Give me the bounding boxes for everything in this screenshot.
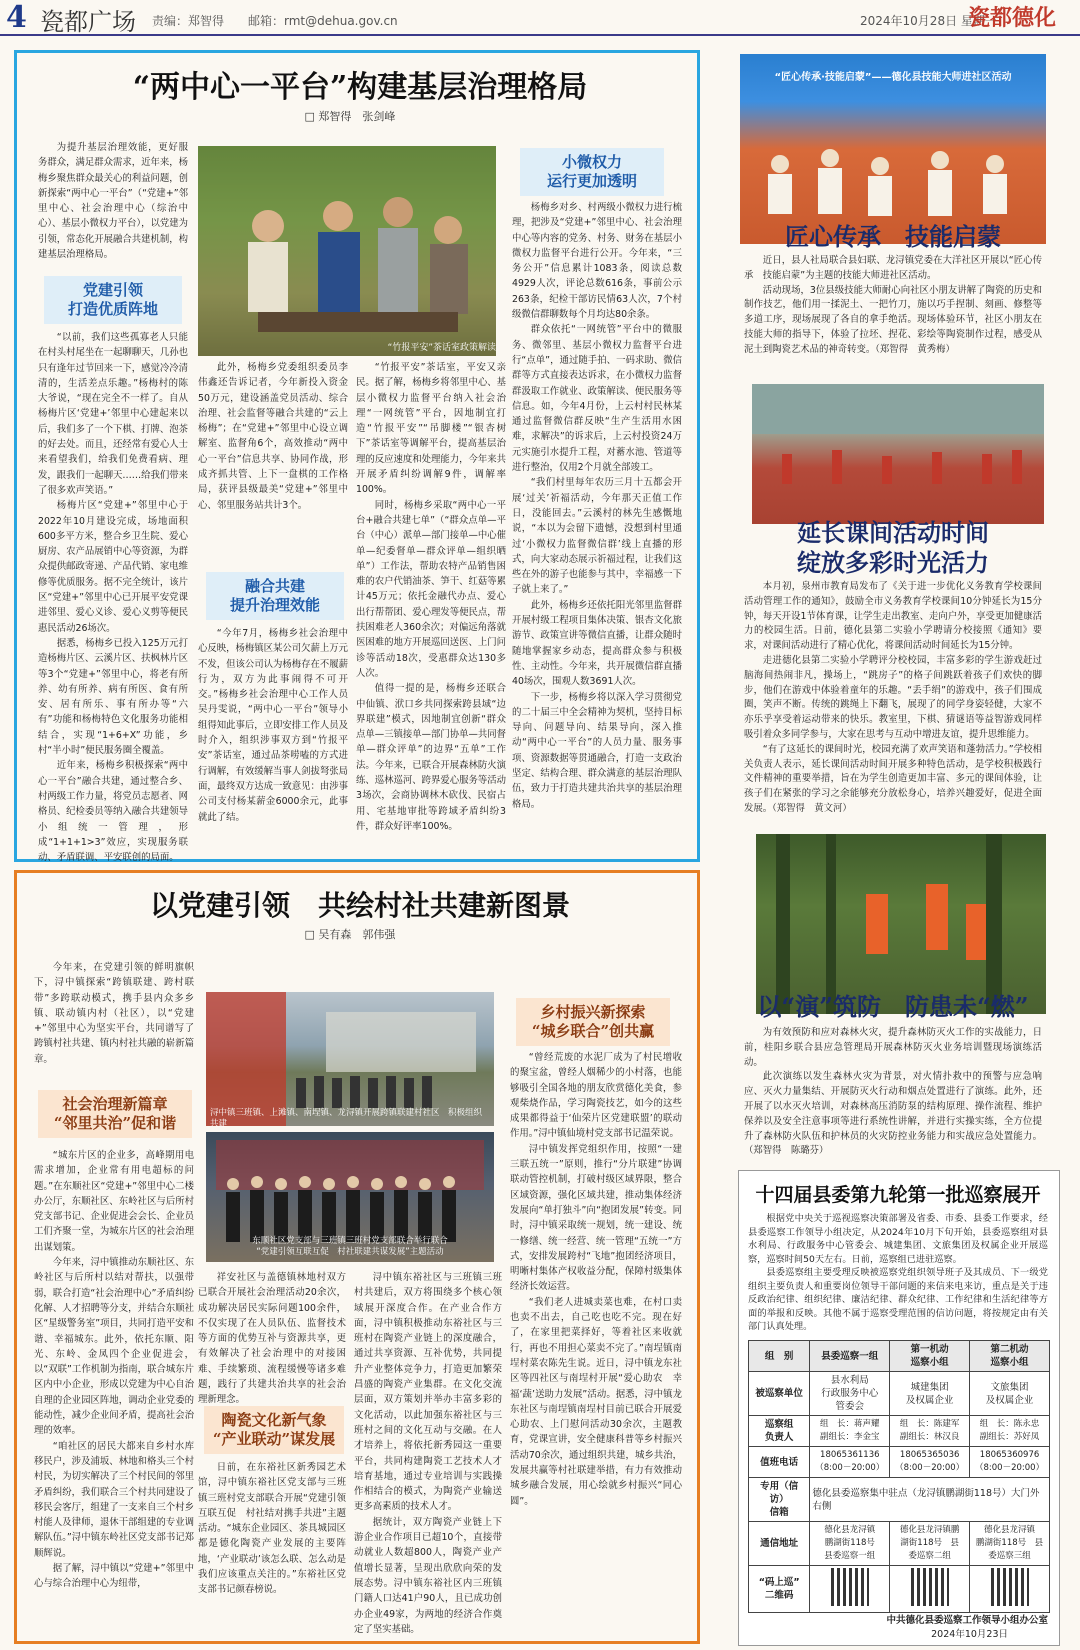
article-2-col-2: 祥安社区与盖德镇林地村双方已联合开展社会治理活动20余次，成功解决居民实际问题100余件，不仅实现了在人员队伍、监督技术等方面的优势互补与资源共享，更有效解决了社会治理中的对接困难、手续繁琐、流程缓慢等诸多难题，践行了共建共治共享的社会治理新理念。 (198, 1272, 346, 1406)
story-1-banner: “匠心传承·技能启蒙”——德化县技能大师进社区活动 (774, 72, 1012, 83)
table-cell: 组 长：陈建军 副组长：林汉良 (890, 1416, 970, 1447)
phone-cell: 18065361136 （8:00－20:00） (810, 1447, 890, 1478)
article-1-subhead-1: 党建引领 打造优质阵地 (44, 276, 182, 324)
editor-line: 责编：郑智得 邮箱：rmt@dehua.gov.cn (152, 14, 398, 28)
article-2-photo-1 (206, 992, 494, 1126)
article-2-col-3: 浔中镇东裕社区与三班镇三班村共建后，双方将围绕多个核心领域展开深度合作。在产业合作方面，浔中镇积极推动东裕社区与三班村在陶瓷产业链上的深度融合，通过共享资源、互补优势，共同提升产业整体竞争力，打造更加繁荣昌盛的陶瓷产业集群。在文化交流层面，双方策划并举办丰富多彩的文化活动，以此加强东裕社区与三班村之间的文化互动与交融。在人才培养上，将依托新秀园这一重要平台，共同构建陶瓷工艺技术人才培育基地，通过专业培训与实践操作相结合的模式，为陶瓷产业输送更多高素质的技术人才。 据统计，双方陶瓷产业链上下游企业合作项目已超10个，直接带动就业人数超800人，陶瓷产业产值增长显著，呈现出欣欣向荣的发展态势。浔中镇东裕社区内三班镇门籍人口达41户90人，且已成功创办企业49家，为两地的经济合作奠定了坚实基础。 (354, 1272, 502, 1635)
article-1-photo-caption: “竹报平安”茶话室政策解读 (387, 343, 496, 353)
article-1-title: “两中心一平台”构建基层治理格局 (132, 70, 588, 105)
qr-code-icon (991, 1568, 1029, 1606)
article-1-intro: 为提升基层治理效能，更好服务群众，满足群众需求，近年来，杨梅乡聚焦群众最关心的利益问题，创新探索“两中心一平台”（“党建+”邻里中心、社会治理中心（综治中心）、基层小微权力平台），以党建为引领，常态化开展融合共建机制，构建基层治理格局。 (38, 142, 189, 261)
article-1-col-3: “竹报平安”茶话室，平安又亲民。据了解，杨梅乡将邻里中心、基层小微权力监督平台纳入社会治理“一网统管”平台，因地制宜打造“竹报平安”“吊脚楼”“银杏树下”茶话室等调解平台，提高基层治理的反应速度和处理能力，今年来共开展矛盾纠纷调解9件，调解率100%。 同时，杨梅乡采取“两中心一平台+融合共建七单”（“群众点单—平台（中心）派单—部门接单—中心催单—纪委督单—群众评单—组织晒单”）工作法，帮助农特产品销售困难的农户代销油茶、笋干、红菇等累计45万元；依托金融代办点、爱心出行帮帮团、爱心理发等便民点，帮扶困难老人360余次；对偏远角落就医困难的地方开展巡回送医、上门问诊等活动18次，受惠群众达130多人次。 值得一提的是，杨梅乡还联合中仙镇、洑口乡共同探索跨县域“边界联建”模式，因地制宜创新“群众点单—三镇接单—部门协单—共同督单—群众评单”的边界“五单”工作法。今年来，已联合开展森林防火演练、巡林巡河、跨界爱心服务等活动3场次，会商协调林木砍伐、民宿占用、宅基地审批等跨域矛盾纠纷3件，群众好评率100%。 (356, 362, 507, 832)
table-cell: 城建集团 及权属企业 (890, 1372, 970, 1416)
address-cell: 德化县龙浔镇鹏 湖街118号 县 委巡察二组 (890, 1522, 970, 1566)
qr-code-2[interactable] (890, 1566, 970, 1613)
row-label: 被巡察单位 (749, 1372, 810, 1416)
row-label: 通信地址 (749, 1522, 810, 1566)
notice-signature: 中共德化县委巡察工作领导小组办公室 (886, 1615, 1048, 1626)
article-2-photo-2-caption: 东顺社区党支部与三班镇三班村党支部联合举行联合 “党建引领互联互促 村社联建共谋发展”主题活动 (252, 1236, 448, 1257)
story-2-title: 延长课间活动时间 绽放多彩时光活力 (797, 518, 989, 577)
article-1-subhead-2: 融合共建 提升治理效能 (206, 572, 344, 620)
row-label: 巡察组 负责人 (749, 1416, 810, 1447)
newspaper-logo: 瓷都德化 (968, 5, 1057, 31)
table-cell: 县水利局 行政服务中心 管委会 (810, 1372, 890, 1416)
notice-body: 根据党中央关于巡视巡察决策部署及省委、市委、县委工作要求，经县委巡察工作领导小组决定，从2024年10月下旬开始，县委巡察组对县水利局、行政服务中心管委会、城建集团、文旅集团及权属企业开展巡察，巡察时间50天左右。日前，巡察组已进驻巡察。 县委巡察组主要受理反映被巡察党组织领导班子及其成员、下一级党组织主要负责人和重要岗位领导干部问题的来信来电来访，重点是关于违反政治纪律、组织纪律、廉洁纪律、群众纪律、工作纪律和生活纪律等方面的举报和反映。其他不属于巡察受理范围的信访问题，将按规定由有关部门认真处理。 (748, 1213, 1048, 1332)
story-2-photo (752, 384, 1044, 524)
article-2-subhead-1: 社会治理新篇章 “邻里共治”促和谐 (38, 1090, 192, 1138)
story-3-body: 为有效预防和应对森林火灾，提升森林防灭火工作的实战能力，日前，桂阳乡联合县应急管理局开展森林防灭火业务培训暨现场演练活动。 此次演练以发生森林火灾为背景，对火情扑救中的预警与应急响应、灭火力量集结、开展防灭火行动和烟点处置进行了演练。此外，还开展了以水灭火培训，对森林高压消防泵的结构原理、操作流程、维护保养以及安全注意事项等进行系统性讲解，并进行实操实练，全方位提升了森林防火队伍和护林员的火灾防控业务能力和实战应急处置能力。（郑智得 陈璐芬） (744, 1027, 1042, 1157)
table-cell: 组 长：陈永忠 副组长：苏好凤 (970, 1416, 1050, 1447)
article-2-intro: 今年来，在党建引领的鲜明旗帜下，浔中镇探索“跨镇联建、跨村联带”多跨联动模式，携手县内众多乡镇、联动镇内村（社区），以“党建+”邻里中心为坚实平台，共同谱写了跨镇村社共建、镇内村社共融的崭新篇章。 (34, 962, 194, 1065)
article-2-col-4: “曾经荒废的水泥厂成为了村民增收的聚宝盆，曾经人烟稀少的小村落，也能够吸引全国各地的朋友欣赏德化美食，参观柴烧作品，学习陶瓷技艺，如今的这些成果都得益于‘仙荣片区党建联盟’的联动作用。”浔中镇仙境村党支部书记温荣说。 浔中镇发挥党组织作用，按照“一建三联五统一”原则，推行“分片联建”协调联动管控机制，打破村级区域界限，整合区域资源，强化区域共建，推动集体经济发展向“单打独斗”向“抱团发展”转变。同时，浔中镇采取统一规划，统一建设、统一修缮、统一经营、统一管理“五统一”方式，安排发展跨村“飞地”抱团经济项目，明晰村集体产权收益分配，保障村级集体经济长效运营。 “我们老人进城卖菜也难，在村口卖也卖不出去，自己吃也吃不完。现在好了，在家里把菜择好，等着社区来收就行，再也不用担心菜卖不完了。”南埕镇南埕村菜农陈先生说。近日，浔中镇龙东社区等四社区与南埕村开展“爱心助农 幸福‘蔬’送助力发展”活动。据悉，浔中镇龙东社区与南埕镇南埕村目前已联合开展爱心助农、上门慰问活动30余次，主题教育，党课宣讲，安全健康科普等乡村振兴活动70余次，通过组织共建，城乡共治，发展共赢等村社联建举措，有力有效推动城乡融合发展，用心绘就乡村振兴“同心圆”。 (510, 1052, 682, 1507)
article-2-photo-1-caption: 浔中镇三班镇、上滩镇、南埕镇、龙浔镇开展跨镇联建村社区 积极组织共建 (210, 1108, 483, 1129)
address-cell: 德化县龙浔镇 鹏湖街118号 县 委巡察三组 (970, 1522, 1050, 1566)
story-1-title: 匠心传承 技能启蒙 (785, 222, 1001, 251)
article-2-title: 以党建引领 共绘村社共建新图景 (149, 889, 570, 922)
row-label: 值班电话 (749, 1447, 810, 1478)
article-1-col-4: 杨梅乡对乡、村两级小微权力进行梳理，把涉及“党建+”邻里中心、社会治理中心等内容的党务、村务、财务在基层小微权力监督平台进行公开。今年来，“三务公开”信息累计1083条，阅读总数4929人次，评论总数616条，事前公示263条，纪检干部访民情63人次，7个村级微信群聊数每个月均达80余条。 群众依托“一网统管”平台中的微服务、微邻里、基层小微权力监督平台进行“点单”，通过随手拍、一码求助、微信群等方式直接表达诉求，在小微权力监督群汲取工作就业、政策解读、便民服务等信息。如，今年4月份，上云村村民林某通过监督微信群反映“生产生活用水困难，求解决”的诉求后，上云村投资24万元实施引水提升工程，对蓄水池、管道等进行整治，仅用2个月就全部竣工。 “我们村里每年农历三月十五都会开展‘过关’祈福活动，今年那天正值工作日，没能回去。”云溪村的林先生感慨地说，“本以为会留下遗憾，没想到村里通过‘小微权力监督微信群’线上直播的形式，向大家动态展示祈福过程，让我们这些在外的游子也能参与其中，幸福感一下子就上来了。” 此外，杨梅乡还依托阳光邻里监督群开展村级工程项目集体决策、银杏文化旅游节、政策宣讲等微信直播，让群众随时随地掌握家乡动态，提高群众参与积极性、主动性。今年来，共开展微信群直播40场次，围观人数3691人次。 下一步，杨梅乡将以深入学习贯彻党的二十届三中全会精神为契机，坚持目标导向、问题导向、结果导向，深入推动“两中心一平台”的人员力量、服务事项、资源数据等贯通融合，打造一支政治坚定、结构合理、群众满意的基层治理队伍，致力于打造共建共治共享的基层治理格局。 (512, 202, 682, 810)
qr-code-icon (911, 1568, 949, 1606)
table-header: 县委巡察一组 (810, 1341, 890, 1372)
notice-title: 十四届县委第九轮第一批巡察展开 (755, 1184, 1041, 1206)
story-1-body: 近日，县人社局联合县妇联、龙浔镇党委在大洋社区开展以“匠心传承 技能启蒙”为主题的技能大师进社区活动。 活动现场，3位县级技能大师耐心向社区小朋友讲解了陶瓷的历史和制作技艺，他们用一揉泥土、一把竹刀，施以巧手捏制、刻画、修整等多道工序，现场展现了各自的拿手绝活。现场体验环节，社区小朋友在技能大师的指导下，体验了拉坯、捏花、彩绘等陶瓷制作过程，感受从泥土到陶瓷艺术品的神奇转变。（郑智得 黄秀梅） (744, 255, 1042, 355)
article-1-col-2: 此外，杨梅乡党委组织委员李伟鑫还告诉记者，今年新投入资金50万元，建设涵盖党员活动、综合治理、社会监督等融合共建的“云上杨梅”；在“党建+”邻里中心设立调解室、监督角6个，高效推动“两中心一平台”信息共享、协同作战，形成齐抓共管、上下一盘棋的工作格局，获评县级最美“党建+”邻里中心、邻里服务站共计3个。 (198, 362, 348, 511)
table-header: 第一机动 巡察小组 (890, 1341, 970, 1372)
article-1-col-2b: “今年7月，杨梅乡社会治理中心反映，杨梅镇区某公司欠薪上万元不发，但该公司认为杨梅存在不履薪行为，双方为此事闹得不可开交。”杨梅乡社会治理中心工作人员吴丹雯说，“两中心一平台”领导小组得知此事后，立即安排工作人员及时介入，组织涉事双方到“竹报平安”茶话室，通过品茶唠嗑的方式进行调解，有效缓解当事人剑拔弩张局面，最终双方达成一致意见：由涉事公司支付杨某薪金6000余元，此事就此了结。 (198, 628, 349, 823)
section-name: 瓷都广场 (40, 8, 136, 36)
article-2-subhead-2: 陶瓷文化新气象 “产业联动”谋发展 (204, 1406, 344, 1454)
row-label: “码上巡” 二维码 (749, 1566, 810, 1613)
page-number: 4 (6, 0, 27, 35)
address-cell: 德化县龙浔镇 鹏湖街118号 县委巡察一组 (810, 1522, 890, 1566)
article-2-col-2b: 日前，在东裕社区新秀园艺术馆，浔中镇东裕社区党支部与三班镇三班村党支部联合开展“党建引领互联互促 村社结对携手共进”主题活动。“城东企业园区、茶具城园区都是德化陶瓷产业发展的主要阵地，‘产业联动’该怎么联、怎么动是我们应该重点关注的。”东裕社区党支部书记颜春榜说。 (198, 1462, 346, 1596)
article-1-subhead-3: 小微权力 运行更加透明 (520, 148, 664, 196)
qr-code-3[interactable] (970, 1566, 1050, 1613)
article-1-col-1: “以前，我们这些孤寡老人只能在村头村尾坐在一起聊聊天，几孙也只有逢年过节回来一下，感觉冷冷清清的，生活差点乐趣。”杨梅村的陈大爷说，“现在完全不一样了。自从杨梅片区‘党建+’邻里中心建起来以后，我们多了一个下棋、打牌、泡茶的好去处。而且，还经常有爱心人士来看望我们，给我们免费看病、理发，跟我们一起聊天……给我们带来了很多欢声笑语。” 杨梅片区“党建+”邻里中心于2022年10月建设完成，场地面积600多平方米，整合乡卫生院、爱心厨房、农产品展销中心等资源，为群众提供邮政寄递、产品代销、家电维修等优质服务。据不完全统计，该片区“党建+”邻里中心已开展平安党课进邻里、爱心义诊、爱心义剪等便民惠民活动26场次。 据悉，杨梅乡已投入125万元打造杨梅片区、云溪片区、扶枫林片区等3个“党建+”邻里中心，将老有所养、幼有所养、病有所医、食有所安、居有所乐、事有所办等“六有”功能和杨梅特色文化服务功能相结合，实现“1+6+X”功能，乡村“半小时”便民服务圈全覆盖。 近年来，杨梅乡积极探索“两中心一平台”融合共建，通过整合乡、村两级工作力量，将党员志愿者、网格员、纪检委员等纳入融合共建领导小组统一管理，形成“1+1+1>3”效应，实现服务联动、矛盾联调、平安联创的局面。 (38, 332, 189, 864)
phone-cell: 18065360976 （8:00－20:00） (970, 1447, 1050, 1478)
story-1-photo (740, 54, 1046, 244)
article-2-col-1: “城东片区的企业多，高峰期用电需求增加，企业常有用电超标的问题。”在东顺社区“党建+”邻里中心二楼办公厅，东顺社区、东岭社区与后所村党支部书记、企业促进会会长、企业员工们齐聚一堂，为城东片区的社会治理出谋划策。 今年来，浔中镇推动东顺社区、东岭社区与后所村以结对帮扶，以强带弱，联合打造“社会治理中心”矛盾纠纷化解、人才招聘等分支，并结合东顺社区“星级警务室”项目，共同打造平安和谐、幸福城东。此外，依托东顺、阳光、东岭、金凤四个企业促进会，以“双联”工作机制为指南，联合城东片区内中小企业，形成以党建为中心自治自理的企业园区阵地，调动企业党委的能动性，减少企业间矛盾，提高社会治理的效率。 “咱社区的居民大都来自乡村水库移民户，涉及浦坂、林地和格头三个村村民，为切实解决了三个村民间的邻里矛盾纠纷，我们联合三个村共同建设了移民会客厅，组建了一支来自三个村乡村能人及律师，退休干部组建的专业调解队伍。”浔中镇东岭社区党支部书记郑顺辉说。 据了解，浔中镇以“党建+”邻里中心与综合治理中心为纽带， (34, 1150, 194, 1590)
article-1-byline: □ 郑智得 张剑峰 (304, 110, 396, 123)
article-2-byline: □ 吴有森 郭伟强 (304, 928, 396, 941)
table-cell: 文旅集团 及权属企业 (970, 1372, 1050, 1416)
story-3-title: 以“演”筑防 防患未“燃” (757, 992, 1029, 1021)
qr-code-1[interactable] (810, 1566, 890, 1613)
table-header: 组 别 (749, 1341, 810, 1372)
table-header: 第二机动 巡察小组 (970, 1341, 1050, 1372)
story-3-photo (756, 834, 1046, 1014)
story-2-body: 本月初，泉州市教育局发布了《关于进一步优化义务教育学校课间活动管理工作的通知》，鼓励全市义务教育学校课间10分钟延长为15分钟，每天开设1节体育课，让学生走出教室、走向户外，享受更加健康活力的校园生活。日前，德化县第二实验小学聘请分校接照《通知》要求，对课间活动进行了精心优化，将课间活动时间延长为15分钟。 走进德化县第二实验小学聘评分校校园，丰富多彩的学生游戏赶过脑海间热闹非凡，操场上，“跳房子”的格子间跳跃着孩子们欢快的脚步，他们在游戏中体验着童年的乐趣。“丢手绢”的游戏中，孩子们围成圈，笑声不断。传统的跳绳上下翻飞，展现了的同学身姿轻健，大家不亦乐乎享受着运动带来的快乐。教室里，下棋、猜谜语等益智游戏同样吸引着众多同学参与，大家在思考与互动中增进友谊，提升思维能力。 “有了这延长的课间时光，校园充满了欢声笑语和蓬勃活力。”学校相关负责人表示，延长课间活动时间开展多种特色活动，是学校积极践行文件精神的重要举措，旨在为学生创造更加丰富、多元的课间体验，让孩子们在紧张的学习之余能够充分放松身心，培养兴趣爱好，促进全面发展。（郑智得 黄文河） (744, 581, 1042, 814)
table-cell: 组 长：蒋声耀 副组长：李金宝 (810, 1416, 890, 1447)
row-label: 专用（信访） 信箱 (749, 1478, 810, 1522)
phone-cell: 18065365036 （8:00－20:00） (890, 1447, 970, 1478)
mailbox-cell: 德化县委巡察集中驻点（龙浔镇鹏湖街118号）大门外右侧 (810, 1478, 1050, 1522)
notice-table (748, 1340, 1050, 1613)
article-2-subhead-3: 乡村振兴新探索 “城乡联合”创共赢 (516, 998, 670, 1046)
notice-sign-date: 2024年10月23日 (931, 1629, 1008, 1640)
article-1-photo (198, 146, 496, 356)
issue-date: 2024年10月28日 星期一 (860, 14, 997, 28)
qr-code-icon (831, 1568, 869, 1606)
